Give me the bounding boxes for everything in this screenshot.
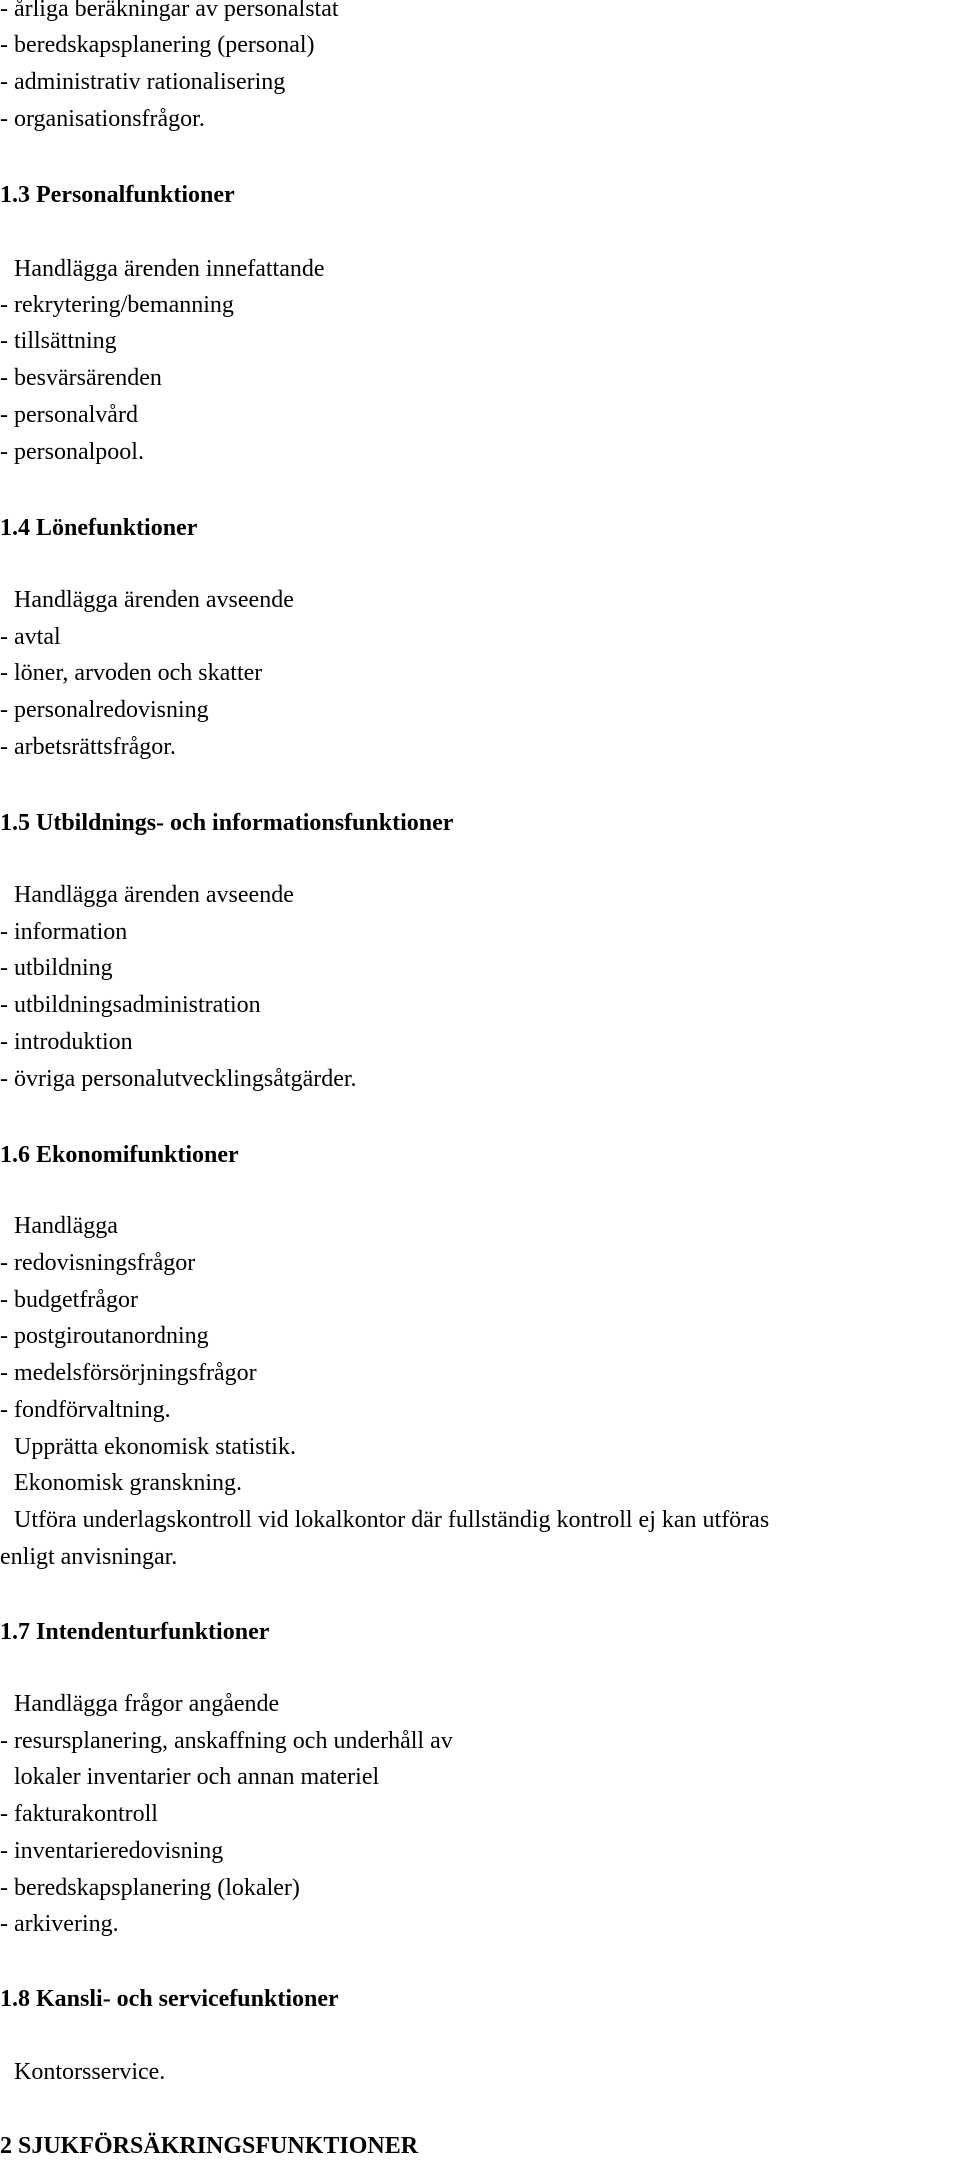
list-item: - tillsättning [0, 328, 117, 354]
list-item: - övriga personalutvecklingsåtgärder. [0, 1066, 357, 1092]
section-intro: Handlägga ärenden avseende [14, 587, 294, 613]
section-intro: Kontorsservice. [14, 2059, 166, 2085]
section-heading: 1.3 Personalfunktioner [0, 182, 235, 208]
list-item: - besvärsärenden [0, 365, 162, 391]
paragraph: Ekonomisk granskning. [14, 1470, 242, 1496]
list-item: - beredskapsplanering (personal) [0, 32, 315, 58]
list-item: - budgetfrågor [0, 1287, 138, 1313]
paragraph: Utföra underlagskontroll vid lokalkontor där fullständig kontroll ej kan utföras [14, 1507, 770, 1533]
paragraph: enligt anvisningar. [0, 1544, 178, 1570]
chapter-heading: 2 SJUKFÖRSÄKRINGSFUNKTIONER [0, 2133, 419, 2159]
list-item: - fondförvaltning. [0, 1397, 171, 1423]
list-item: - utbildningsadministration [0, 992, 261, 1018]
list-item: - administrativ rationalisering [0, 69, 286, 95]
section-intro: Handlägga ärenden avseende [14, 882, 294, 908]
section-heading: 1.8 Kansli- och servicefunktioner [0, 1986, 339, 2012]
section-intro: Handlägga ärenden innefattande [14, 256, 325, 282]
list-item: - avtal [0, 624, 61, 650]
list-item: - löner, arvoden och skatter [0, 660, 263, 686]
list-item: - personalvård [0, 402, 138, 428]
list-item: - rekrytering/bemanning [0, 292, 234, 318]
list-item: - fakturakontroll [0, 1801, 158, 1827]
section-heading: 1.6 Ekonomifunktioner [0, 1142, 239, 1168]
list-item: lokaler inventarier och annan materiel [14, 1764, 380, 1790]
list-item: - utbildning [0, 955, 113, 981]
list-item: - årliga beräkningar av personalstat [0, 0, 339, 22]
list-item: - beredskapsplanering (lokaler) [0, 1875, 300, 1901]
section-intro: Handlägga [14, 1213, 118, 1239]
list-item: - organisationsfrågor. [0, 106, 205, 132]
list-item: - arkivering. [0, 1911, 119, 1937]
section-heading: 1.7 Intendenturfunktioner [0, 1619, 270, 1645]
list-item: - inventarieredovisning [0, 1838, 224, 1864]
list-item: - postgiroutanordning [0, 1323, 209, 1349]
list-item: - arbetsrättsfrågor. [0, 734, 176, 760]
list-item: - medelsförsörjningsfrågor [0, 1360, 257, 1386]
list-item: - personalredovisning [0, 697, 209, 723]
list-item: - information [0, 919, 128, 945]
list-item: - redovisningsfrågor [0, 1250, 196, 1276]
section-intro: Handlägga frågor angående [14, 1691, 280, 1717]
list-item: - resursplanering, anskaffning och underhåll av [0, 1728, 453, 1754]
section-heading: 1.4 Lönefunktioner [0, 515, 198, 541]
list-item: - introduktion [0, 1029, 133, 1055]
section-heading: 1.5 Utbildnings- och informationsfunktioner [0, 810, 454, 836]
paragraph: Upprätta ekonomisk statistik. [14, 1434, 296, 1460]
list-item: - personalpool. [0, 439, 144, 465]
